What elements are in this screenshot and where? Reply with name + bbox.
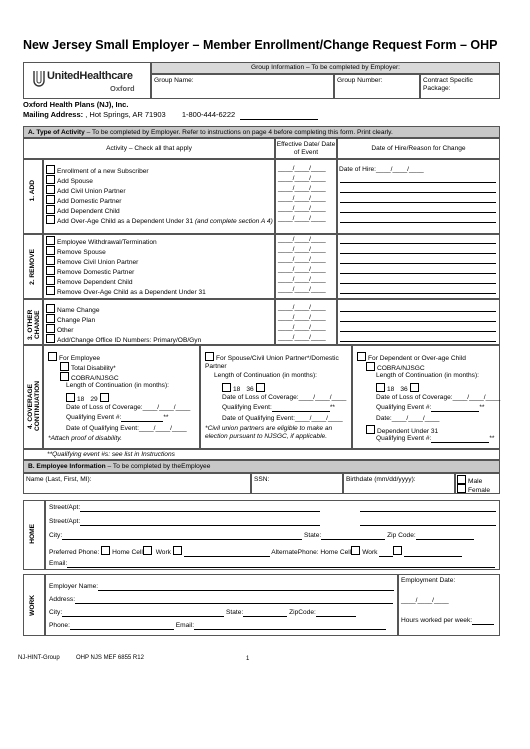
add-checkbox[interactable] xyxy=(46,185,55,194)
cov-dep-loss-label: Date of Loss of Coverage: xyxy=(376,394,453,401)
add-effective-date[interactable]: ____/____/____ xyxy=(278,205,326,212)
qual-footnote: **Qualifying event #s: see list in Instructions xyxy=(47,451,175,458)
home-street2-line xyxy=(80,525,320,526)
cov-emp-qual-line xyxy=(121,421,163,422)
cov-emp-options[interactable] xyxy=(66,393,111,404)
sp18-checkbox[interactable] xyxy=(222,383,231,392)
home-email-line xyxy=(67,567,495,568)
add-checkbox[interactable] xyxy=(46,205,55,214)
united-logo-icon xyxy=(32,70,46,88)
dep18-label: 18 xyxy=(387,386,395,393)
home-city-row[interactable] xyxy=(49,532,474,540)
alt-work-checkbox[interactable] xyxy=(393,546,402,555)
dep-cobra-checkbox[interactable] xyxy=(366,362,375,371)
cov-emp-length: Length of Continuation (in months): xyxy=(66,382,169,389)
dob-field[interactable] xyxy=(343,473,455,494)
home-state-label: State: xyxy=(304,532,322,539)
ssn-field[interactable] xyxy=(251,473,343,494)
other-label: 3. OTHER CHANGE xyxy=(27,309,41,340)
cov-dep-qual2-label: Qualifying Event #: xyxy=(376,435,432,442)
form-title: New Jersey Small Employer – Member Enrollment/Change Request Form – OHP xyxy=(23,38,498,52)
add-item-label: Add Domestic Partner xyxy=(57,198,122,205)
cov-cobra[interactable] xyxy=(60,372,119,383)
add-checkbox[interactable] xyxy=(46,165,55,174)
pref-work-label: Work xyxy=(155,549,171,556)
add-effective-date[interactable]: ____/____/____ xyxy=(278,195,326,202)
cov-dep-qual-label: Qualifying Event #: xyxy=(376,404,432,411)
home-street1[interactable] xyxy=(49,504,320,512)
alt-cell-checkbox[interactable] xyxy=(351,546,360,555)
sp36-checkbox[interactable] xyxy=(256,383,265,392)
remove-effective-date[interactable]: ____/____/____ xyxy=(278,236,326,243)
add-item[interactable] xyxy=(46,175,93,186)
footer-code1: NJ-HINT-Group xyxy=(18,655,60,661)
cov-dep-qual-line xyxy=(431,411,479,412)
cov-emp-qualdate[interactable] xyxy=(66,425,187,433)
other-side xyxy=(23,299,43,345)
col-activity: Activity – Check all that apply xyxy=(23,138,275,159)
remove-effective-date[interactable]: ____/____/____ xyxy=(278,256,326,263)
male-checkbox[interactable] xyxy=(457,475,466,484)
other-checkbox[interactable] xyxy=(46,334,55,343)
other-reason-line[interactable] xyxy=(340,304,496,312)
name-field[interactable] xyxy=(23,473,251,494)
page-number: 1 xyxy=(246,656,250,662)
mailing-blank xyxy=(240,119,318,120)
other-checkbox[interactable] xyxy=(46,304,55,313)
work-side xyxy=(23,574,45,636)
group-number-label: Group Number: xyxy=(337,77,383,84)
cov-emp-attach: *Attach proof of disability. xyxy=(48,435,122,442)
add-item-label: Add Over-Age Child as a Dependent Under 31 xyxy=(57,218,193,225)
brand-name: UnitedHealthcare xyxy=(47,70,133,82)
dep36-checkbox[interactable] xyxy=(410,383,419,392)
add-item[interactable] xyxy=(46,185,126,196)
section-a-instructions: – To be completed by Employer. Refer to instructions on page 4 before completing this form. Print clearly. xyxy=(86,129,393,136)
home-street2-label: Street/Apt: xyxy=(49,518,81,525)
remove-checkbox[interactable] xyxy=(46,276,55,285)
package-label: Contract Specific Package: xyxy=(423,77,473,92)
cov-dep-loss[interactable] xyxy=(376,394,500,402)
pref-cell-label: Cell xyxy=(131,549,143,556)
group-name-label: Group Name: xyxy=(154,77,194,84)
cov-dep-qual[interactable]: Qualifying Event #: ** xyxy=(376,404,485,411)
remove-item[interactable] xyxy=(46,236,157,247)
other-effective-date[interactable]: ____/____/____ xyxy=(278,314,326,321)
cov-sp-options[interactable] xyxy=(222,383,267,394)
hours-label: Hours worked per week: xyxy=(401,617,473,624)
add-reason-line[interactable] xyxy=(340,185,496,193)
home-phone-row[interactable] xyxy=(49,546,462,557)
remove-reason-line[interactable] xyxy=(340,256,496,264)
hours-row[interactable] xyxy=(401,617,494,625)
male-label: Male xyxy=(468,478,483,485)
section-b-title: B. Employee Information xyxy=(28,463,106,470)
cov-dep-cobra[interactable] xyxy=(366,362,425,373)
add-effective-date[interactable]: ____/____/____ xyxy=(278,215,326,222)
col-reason: Date of Hire/Reason for Change xyxy=(337,138,500,159)
other-reason-line[interactable] xyxy=(340,314,496,322)
cov-dep-options[interactable] xyxy=(376,383,421,394)
group-number-field[interactable] xyxy=(334,74,420,99)
add-item[interactable] xyxy=(46,165,149,176)
pref-cell-checkbox[interactable] xyxy=(143,546,152,555)
dep36-label: 36 xyxy=(400,386,408,393)
under31-label: Dependent Under 31 xyxy=(377,428,439,435)
cov-sp-head[interactable] xyxy=(205,352,350,370)
work-zip-label: ZipCode: xyxy=(289,609,316,616)
cov-dep-head[interactable] xyxy=(357,352,466,363)
other-reason-line[interactable] xyxy=(340,334,496,342)
cov-emp-qualdate-blank: ____/____/____ xyxy=(138,425,187,432)
footer-code2: OHP NJS MEF 6855 R12 xyxy=(76,655,144,661)
pref-phone-line xyxy=(184,556,270,557)
add-effective-date[interactable]: ____/____/____ xyxy=(278,175,326,182)
remove-item-label: Remove Domestic Partner xyxy=(57,269,135,276)
work-address-row[interactable] xyxy=(49,596,393,604)
other-item-label: Add/Change Office ID Numbers: Primary/OB/Gyn xyxy=(57,337,202,344)
add-checkbox[interactable] xyxy=(46,215,55,224)
hire-blank: ____/____/____ xyxy=(376,166,424,173)
other-item[interactable] xyxy=(46,334,201,345)
package-field[interactable] xyxy=(420,74,500,99)
cov-sp-loss[interactable] xyxy=(222,394,346,402)
cobra-checkbox[interactable] xyxy=(60,372,69,381)
cov-sp-length: Length of Continuation (in months): xyxy=(214,372,317,379)
alt-phone-line xyxy=(404,556,462,557)
cov-emp-head[interactable] xyxy=(48,352,100,363)
work-label: WORK xyxy=(29,595,36,616)
cov-dep-head-label: For Dependent or Over-age Child xyxy=(368,355,466,362)
dep-cobra-label: COBRA/NJSGC xyxy=(377,365,425,372)
alt-cell-label: Cell xyxy=(339,549,352,556)
pref-work-checkbox[interactable] xyxy=(173,546,182,555)
add-label: 1. ADD xyxy=(29,180,36,202)
remove-item[interactable] xyxy=(46,246,106,257)
sp36-label: 36 xyxy=(246,386,254,393)
cov-dep-length: Length of Continuation (in months): xyxy=(376,372,479,379)
home-email-row[interactable] xyxy=(49,560,495,568)
home-city-line xyxy=(62,539,302,540)
opt18-label: 18 xyxy=(77,396,85,403)
alt-gap-line xyxy=(379,556,393,557)
home-street2-line2 xyxy=(360,518,496,526)
add-reason-line[interactable] xyxy=(340,175,496,183)
work-address-label: Address: xyxy=(49,596,76,603)
cov-sp-qualdate[interactable] xyxy=(222,415,343,423)
emp-cov-checkbox[interactable] xyxy=(48,352,57,361)
cov-dep-under31[interactable] xyxy=(366,425,438,436)
work-city-label: City: xyxy=(49,609,63,616)
employer-row[interactable] xyxy=(49,583,394,591)
cov-sp-qual-line xyxy=(272,411,330,412)
company-name: Oxford Health Plans (NJ), Inc. xyxy=(23,100,129,109)
alt-label: AlternatePhone: Home xyxy=(271,549,338,556)
cov-emp-qual-label: Qualifying Event #: xyxy=(66,414,122,421)
remove-item[interactable] xyxy=(46,286,206,297)
cov-emp-loss[interactable] xyxy=(66,404,190,412)
other-reason-line[interactable] xyxy=(340,324,496,332)
cov-total-label: Total Disability* xyxy=(71,365,116,372)
remove-reason-line[interactable] xyxy=(340,236,496,244)
dob-label: Birthdate (mm/dd/yyyy): xyxy=(346,476,416,483)
hours-line xyxy=(472,624,494,625)
col-effective: Effective Date/ Date of Event xyxy=(275,138,337,159)
other-checkbox[interactable] xyxy=(46,324,55,333)
remove-item-label: Remove Over-Age Child as a Dependent Under 31 xyxy=(57,289,206,296)
add-effective-date[interactable]: ____/____/____ xyxy=(278,185,326,192)
other-item[interactable] xyxy=(46,324,74,335)
cov-dep-qual2[interactable]: Qualifying Event #: ** xyxy=(376,435,495,442)
other-effective-date[interactable]: ____/____/____ xyxy=(278,334,326,341)
group-header: Group Information – To be completed by Employer: xyxy=(151,62,500,74)
work-zip-line xyxy=(316,616,356,617)
female-label: Female xyxy=(468,487,490,494)
total-checkbox[interactable] xyxy=(60,362,69,371)
add-checkbox[interactable] xyxy=(46,175,55,184)
other-item-label: Change Plan xyxy=(57,317,96,324)
name-label: Name (Last, First, MI): xyxy=(26,476,92,483)
cov-sp-note: *Civil union partners are eligible to make an election pursuant to NJSGC, if applicable. xyxy=(205,425,333,440)
work-state-line xyxy=(243,616,287,617)
remove-item[interactable] xyxy=(46,256,138,267)
alt-work-label: Work xyxy=(362,549,378,556)
home-street2[interactable] xyxy=(49,518,320,526)
home-street1-line2 xyxy=(360,504,496,512)
cov-emp-head-label: For Employee xyxy=(59,355,101,362)
cov-sp-qualdate-blank: ____/____/____ xyxy=(294,415,343,422)
add-checkbox[interactable] xyxy=(46,195,55,204)
under31-checkbox[interactable] xyxy=(366,425,375,434)
add-item[interactable] xyxy=(46,215,273,226)
work-city-row[interactable] xyxy=(49,609,356,617)
cov-emp-loss-blank: ____/____/____ xyxy=(142,404,191,411)
employer-label: Employer Name: xyxy=(49,583,99,590)
mailing-address xyxy=(23,111,318,120)
cov-dep-date[interactable] xyxy=(376,415,439,423)
remove-item[interactable] xyxy=(46,266,134,277)
remove-label: 2. REMOVE xyxy=(29,249,36,285)
add-item-label: Add Civil Union Partner xyxy=(57,188,126,195)
pref-home-label: Home xyxy=(112,549,130,556)
cov-cobra-label: COBRA/NJSGC xyxy=(71,375,119,382)
female-checkbox[interactable] xyxy=(457,484,466,493)
other-item[interactable] xyxy=(46,314,95,325)
remove-effective-date[interactable]: ____/____/____ xyxy=(278,276,326,283)
remove-side xyxy=(23,234,43,299)
remove-checkbox[interactable] xyxy=(46,256,55,265)
sp-cov-checkbox[interactable] xyxy=(205,352,214,361)
company-phone: 1-800-444-6222 xyxy=(181,110,236,119)
female-option[interactable] xyxy=(457,484,490,495)
remove-checkbox[interactable] xyxy=(46,236,55,245)
opt29-label: 29 xyxy=(90,396,98,403)
cov-sp-qualdate-label: Date of Qualifying Event: xyxy=(222,415,295,422)
preferred-label: Preferred Phone: xyxy=(49,549,100,556)
remove-checkbox[interactable] xyxy=(46,286,55,295)
remove-item-label: Employee Withdrawal/Termination xyxy=(57,239,157,246)
work-state-label: State: xyxy=(226,609,244,616)
remove-reason-line[interactable] xyxy=(340,276,496,284)
section-b-header xyxy=(23,460,500,473)
other-item-label: Name Change xyxy=(57,307,100,314)
cov-emp-loss-label: Date of Loss of Coverage: xyxy=(66,404,143,411)
home-city-label: City: xyxy=(49,532,63,539)
home-zip-line xyxy=(416,539,474,540)
add-effective-date[interactable]: ____/____/____ xyxy=(278,165,326,172)
work-phone-row[interactable] xyxy=(49,622,386,630)
other-effective-date[interactable]: ____/____/____ xyxy=(278,324,326,331)
emp-date-blank[interactable]: ____/____/____ xyxy=(401,597,449,604)
other-checkbox[interactable] xyxy=(46,314,55,323)
work-phone-label: Phone: xyxy=(49,622,70,629)
dep18-checkbox[interactable] xyxy=(376,383,385,392)
remove-effective-date[interactable]: ____/____/____ xyxy=(278,266,326,273)
add-item[interactable] xyxy=(46,205,120,216)
mailing-value: , Hot Springs, AR 71903 xyxy=(85,110,166,119)
cov-dep-qual2-line xyxy=(431,442,489,443)
cov-dep-loss-blank: ____/____/____ xyxy=(452,394,501,401)
group-name-field[interactable] xyxy=(151,74,334,99)
cov-sp-qual-label: Qualifying Event: xyxy=(222,404,272,411)
remove-effective-date[interactable]: ____/____/____ xyxy=(278,286,326,293)
home-street1-line xyxy=(80,511,320,512)
add-item-label: Add Dependent Child xyxy=(57,208,120,215)
remove-reason-line[interactable] xyxy=(340,286,496,294)
add-item[interactable] xyxy=(46,195,122,206)
logo-box xyxy=(23,62,151,99)
work-address-line xyxy=(75,603,393,604)
cov-sp-loss-label: Date of Loss of Coverage: xyxy=(222,394,299,401)
other-item[interactable] xyxy=(46,304,100,315)
section-a-header xyxy=(23,126,500,138)
emp-date-label: Employment Date: xyxy=(401,577,456,584)
ssn-label: SSN: xyxy=(254,476,270,483)
mailing-label: Mailing Address: xyxy=(23,110,84,119)
remove-reason-line[interactable] xyxy=(340,266,496,274)
home-email-label: Email: xyxy=(49,560,68,567)
home-label: HOME xyxy=(29,524,36,544)
add-item-label: Enrollment of a new Subscriber xyxy=(57,168,149,175)
remove-checkbox[interactable] xyxy=(46,266,55,275)
coverage-side xyxy=(23,345,43,449)
remove-effective-date[interactable]: ____/____/____ xyxy=(278,246,326,253)
cov-total[interactable] xyxy=(60,362,116,373)
dep-cov-checkbox[interactable] xyxy=(357,352,366,361)
section-b-instructions: – To be completed by theEmployee xyxy=(107,463,211,470)
remove-item-label: Remove Spouse xyxy=(57,249,106,256)
cov-dep-date-blank: ____/____/____ xyxy=(391,415,440,422)
other-effective-date[interactable]: ____/____/____ xyxy=(278,304,326,311)
remove-item[interactable] xyxy=(46,276,133,287)
pref-home-checkbox[interactable] xyxy=(101,546,110,555)
work-city-line xyxy=(62,616,224,617)
home-state-line xyxy=(321,539,385,540)
sp18-label: 18 xyxy=(233,386,241,393)
add-side xyxy=(23,159,43,234)
add-reason-line[interactable] xyxy=(340,205,496,213)
cov-sp-loss-blank: ____/____/____ xyxy=(298,394,347,401)
cov-sp-head-label: For Spouse/Civil Union Partner*/Domestic Partner xyxy=(205,355,339,370)
cov-emp-qualdate-label: Date of Qualifying Event: xyxy=(66,425,139,432)
hire-label: Date of Hire: xyxy=(339,166,377,173)
add-reason-line[interactable] xyxy=(340,215,496,223)
cov-dep-date-label: Date: xyxy=(376,415,392,422)
home-zip-label: Zip Code: xyxy=(387,532,416,539)
employer-line xyxy=(98,590,394,591)
home-side xyxy=(23,500,45,570)
work-email-line xyxy=(194,629,386,630)
add-item-label: Add Spouse xyxy=(57,178,93,185)
brand-sub: Oxford xyxy=(110,84,135,93)
work-email-label: Email: xyxy=(175,622,195,629)
over-age-note: (and complete section A 4) xyxy=(193,218,273,225)
remove-item-label: Remove Dependent Child xyxy=(57,279,133,286)
other-item-label: Other xyxy=(57,327,74,334)
coverage-label: 4. COVERAGE CONTINUATION xyxy=(27,380,41,432)
section-a-title: A. Type of Activity xyxy=(28,129,85,136)
hire-date[interactable] xyxy=(339,166,424,174)
cov-emp-qual[interactable]: Qualifying Event #: ** xyxy=(66,414,169,421)
home-street1-label: Street/Apt: xyxy=(49,504,81,511)
work-phone-line xyxy=(70,629,174,630)
remove-checkbox[interactable] xyxy=(46,246,55,255)
add-reason-line[interactable] xyxy=(340,195,496,203)
cov-sp-qual[interactable]: Qualifying Event: ** xyxy=(222,404,335,411)
opt18-checkbox[interactable] xyxy=(66,393,75,402)
remove-reason-line[interactable] xyxy=(340,246,496,254)
qual-footnote-row xyxy=(23,449,500,460)
remove-item-label: Remove Civil Union Partner xyxy=(57,259,139,266)
opt29-checkbox[interactable] xyxy=(100,393,109,402)
